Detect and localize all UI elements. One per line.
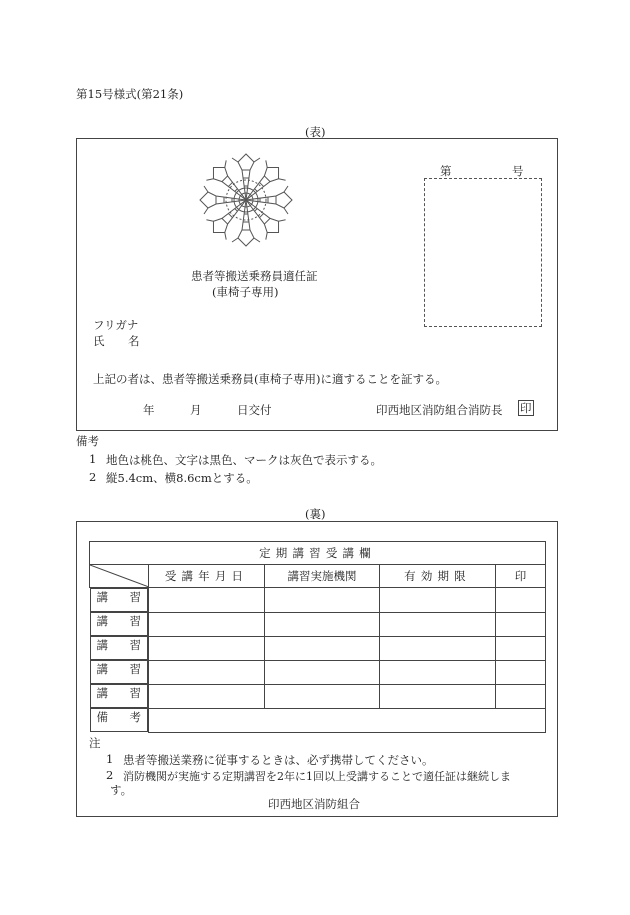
row-label: 講 習 [90,612,149,636]
back-side-label: (裏) [305,507,326,521]
table-cell[interactable] [149,660,265,684]
table-row [90,684,546,708]
column-header: 講習実施機関 [265,565,380,588]
row-label: 備 考 [90,708,149,732]
table-row [90,588,546,613]
table-cell[interactable] [265,660,380,684]
note-text: 消防機関が実施する定期講習を2年に1回以上受講することで適任証は継続しま [123,770,511,783]
remark-num: 1 [89,452,97,466]
fire-department-emblem-icon [196,150,296,250]
number-suffix: 号 [512,164,524,178]
remark-text: 縦5.4cm、横8.6cmとする。 [106,471,258,485]
training-table [89,541,546,733]
front-side-label: (表) [305,125,326,139]
table-row [90,612,546,636]
remarks-heading: 備考 [76,434,99,448]
table-row [90,660,546,684]
table-cell[interactable] [496,612,546,636]
table-cell[interactable] [265,588,380,613]
table-cell[interactable] [265,636,380,660]
certify-text: 上記の者は、患者等搬送乗務員(車椅子専用)に適することを証する。 [93,372,447,386]
remarks-cell[interactable] [149,708,546,732]
name-label-2: 名 [128,334,140,348]
table-cell[interactable] [496,588,546,613]
table-cell[interactable] [380,684,496,708]
table-cell[interactable] [380,660,496,684]
table-cell[interactable] [380,588,496,613]
note-text-continued: す。 [110,783,133,797]
table-cell[interactable] [496,660,546,684]
table-cell[interactable] [149,636,265,660]
column-header: 受講年月日 [149,565,265,588]
column-header: 有効期限 [380,565,496,588]
note-text: 患者等搬送業務に従事するときは、必ず携帯してください。 [123,753,434,767]
number-prefix: 第 [440,164,452,178]
issuer: 印西地区消防組合消防長 [376,403,503,417]
table-cell[interactable] [265,684,380,708]
table-cell[interactable] [496,684,546,708]
date-year: 年 [143,403,155,417]
column-header: 印 [496,565,546,588]
date-day: 日交付 [237,403,272,417]
photo-area [424,178,542,327]
diagonal-header-cell [90,565,149,588]
table-cell[interactable] [149,684,265,708]
seal-mark: 印 [520,401,532,415]
note-num: 2 [106,768,114,782]
remark-num: 2 [89,470,97,484]
date-month: 月 [190,403,202,417]
form-title: 第15号様式(第21条) [76,87,184,101]
table-title: 定期講習受講欄 [90,542,546,565]
table-cell[interactable] [496,636,546,660]
remarks-row [90,708,546,732]
row-label: 講 習 [90,588,149,612]
card-subtitle: (車椅子専用) [212,285,279,299]
footer-organization: 印西地区消防組合 [268,797,360,811]
notes-heading: 注 [89,736,101,750]
note-num: 1 [106,752,114,766]
furigana-label: フリガナ [93,318,139,332]
name-label-1: 氏 [93,334,105,348]
table-cell[interactable] [265,612,380,636]
table-cell[interactable] [149,612,265,636]
table-cell[interactable] [380,612,496,636]
row-label: 講 習 [90,684,149,708]
table-cell[interactable] [149,588,265,613]
row-label: 講 習 [90,636,149,660]
row-label: 講 習 [90,660,149,684]
card-title: 患者等搬送乗務員適任証 [191,269,318,283]
table-row [90,636,546,660]
remark-text: 地色は桃色、文字は黒色、マークは灰色で表示する。 [106,453,382,467]
table-cell[interactable] [380,636,496,660]
